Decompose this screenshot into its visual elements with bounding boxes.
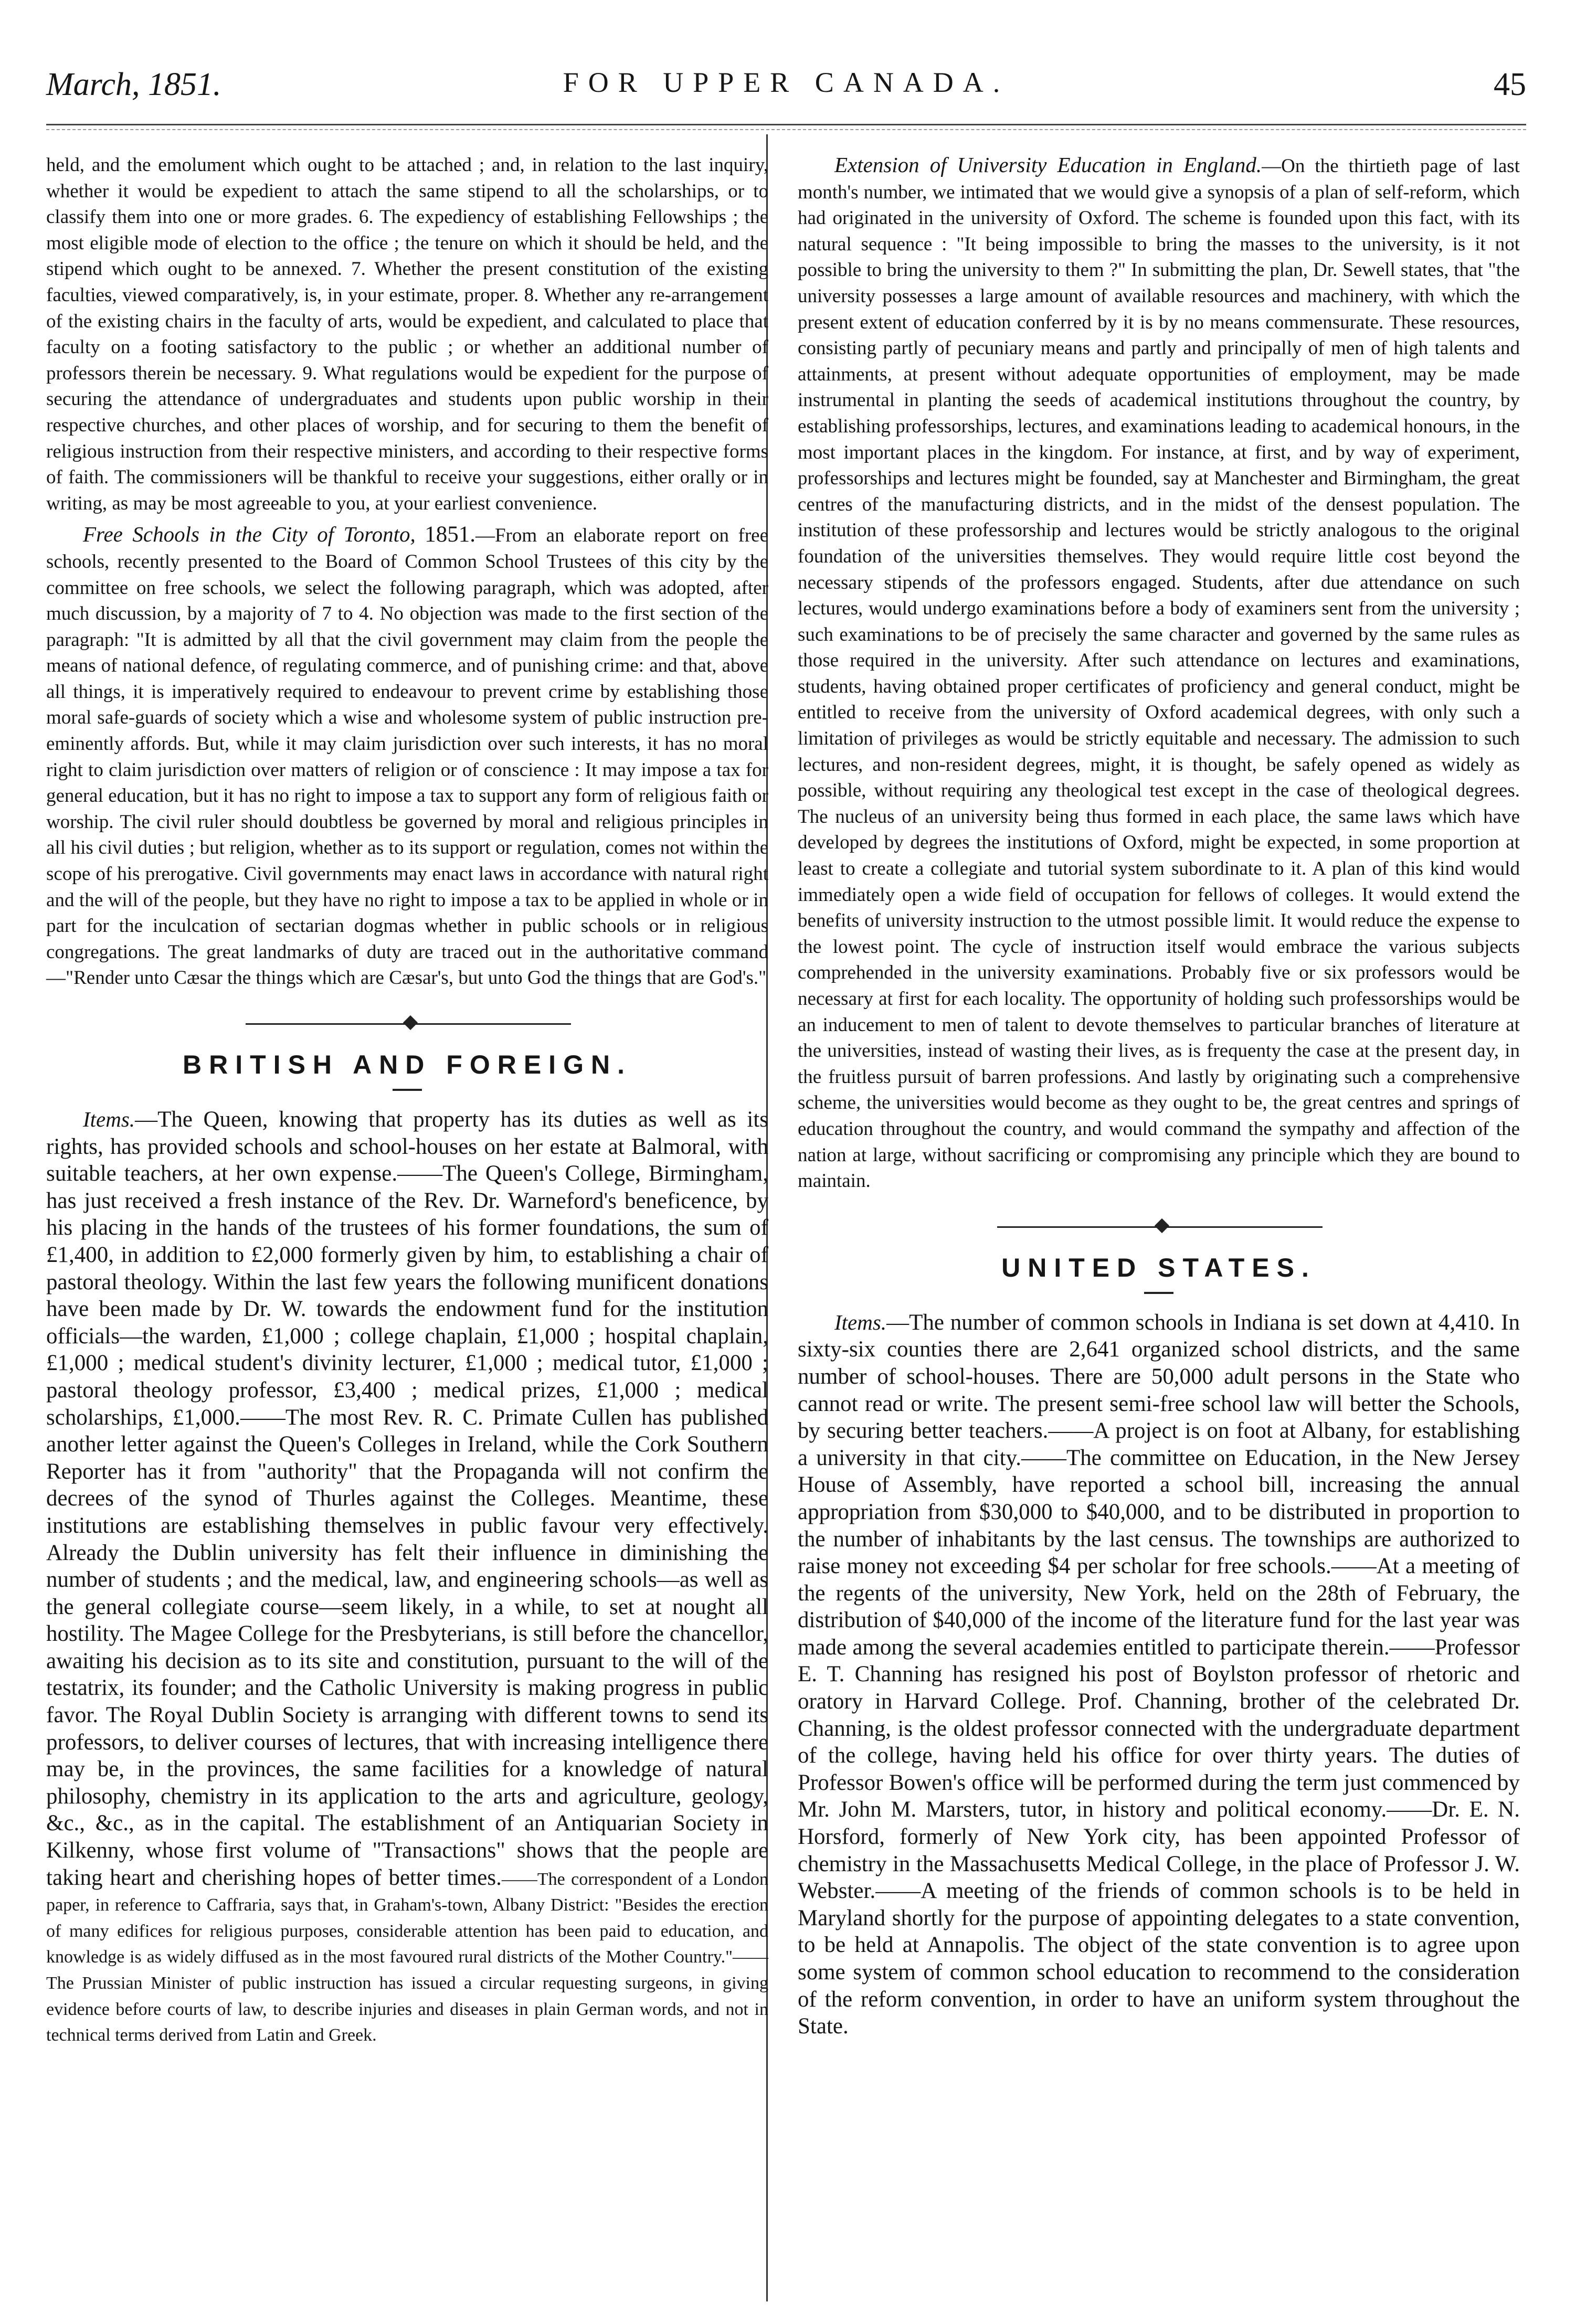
heading-underline <box>1144 1292 1173 1294</box>
extension-title: Extension of University Education in England. <box>834 153 1262 177</box>
running-title: FOR UPPER CANADA. <box>563 67 1010 98</box>
header-rule-dashed <box>46 129 1526 130</box>
left-column <box>46 152 768 2048</box>
paragraph-free-schools <box>46 522 768 991</box>
heading-united-states: UNITED STATES. <box>1001 1253 1316 1282</box>
free-schools-text: —From an elaborate report on free schools, recently presented to the Board of Common School Trustees of this city by the committee on free schools, we select the following paragraph, which was adopted, after much discussion, by a majority of 7 to 4. No objection was made to the first section of the paragraph: "It is admitted by all that the civil government may claim from the people the means of national defence, of regulating commerce, and of punishing crime: and that, above all things, it is imperatively required to endeavour to prevent crime by establishing those moral safe-guards of society which a wise and wholesome system of public instruction pre-eminently affords. But, while it may claim jurisdiction over such interests, it has no moral right to claim jurisdiction over matters of religion or of conscience : It may impose a tax for general education, but it has no right to impose a tax to support any form of religious faith or worship. The civil ruler should doubtless be governed by moral and religious principles in all his civil duties ; but religion, whether as to its support or regulation, comes not within the scope of his prerogative. Civil governments may enact laws in accordance with natural right and the will of the people, but they have no right to impose a tax to be applied in whole or in part for the inculcation of sectarian dogmas whether in public schools or in religious congregations. The great landmarks of duty are traced out in the authoritative command—"Render unto Cæsar the things which are Cæsar's, but unto God the things that are God's." <box>46 525 768 989</box>
us-items-title: Items. <box>834 1310 887 1334</box>
page-number: 45 <box>1494 67 1526 102</box>
extension-text: —On the thirtieth page of last month's number, we intimated that we would give a synopsis of a plan of self-reform, which had originated in the university of Oxford. The scheme is founded upon this fact, with its natural sequence : "It being impossible to bring the masses to the university, is it not possible to bring the university to them ?" In submitting the plan, Dr. Sewell states, that "the university possesses a large amount of available resources and machinery, with which the present extent of education conferred by it is by no means commensurate. These resources, consisting partly of pecuniary means and partly and principally of men of high talents and attainments, at present without adequate opportunities of employment, may be made instrumental in planting the seeds of academical institutions throughout the country, by establishing professorships, lectures, and examinations leading to academical honours, in the most important places in the kingdom. For instance, at first, and by way of experiment, professorships and lectures might be founded, say at Manchester and Birmingham, the great centres of the manufacturing districts, and in the midst of the densest population. The institution of these professorship and lectures would be strictly analogous to the original foundation of the universities themselves. They would require little cost beyond the necessary stipends of the professors engaged. Students, after due attendance on such lectures, would undergo examinations before a body of examiners sent from the university ; such examinations to be of precisely the same character and governed by the same rules as those required in the university. After such attendance on lectures and examinations, students, having obtained proper certificates of proficiency and general conduct, might be entitled to receive from the university of Oxford academical degrees, with only such a limitation of privileges as would be strictly equitable and necessary. The admission to such lectures, and non-resident degrees, might, it is thought, be safely opened as widely as possible, without requiring any theological test except in the case of theological degrees. The nucleus of an university being thus formed in each place, the same laws which have developed by degrees the institutions of Oxford, might be expected, in some proportion at least to create a collegiate and tutorial system subordinate to it. A plan of this kind would immediately open a wide field of occupation for fellows of colleges. It would extend the benefits of university instruction to the utmost possible limit. It would reduce the expense to the lowest point. The cycle of instruction itself would embrace the various subjects comprehended in the university examinations. Probably five or six professors would be necessary at first for each locality. The opportunity of holding such professorships would be an inducement to men of talent to devote themselves to particular branches of literature at the universities, instead of wasting their lives, as is frequenty the case at the present day, in the fruitless pursuit of barren professions. And lastly by originating such a comprehensive scheme, the universities would become as they ought to be, the great centres and springs of education throughout the country, and would command the sympathy and affection of the nation at large, without sacrificing or compromising any principle which they are bound to maintain. <box>798 155 1520 1192</box>
heading-british-foreign: BRITISH AND FOREIGN. <box>183 1050 632 1079</box>
items-title: Items. <box>83 1107 135 1131</box>
paragraph-us-items <box>798 1310 1520 2041</box>
paragraph-commission-questions: held, and the emolument which ought to be attached ; and, in relation to the last inquiry, whether it would be expedient to attach the same stipend to all the scholarships, or to classify them into one or more grades. 6. The expediency of establishing Fellowships ; the most eligible mode of election to the office ; the tenure on which it should be held, and the stipend which ought to be annexed. 7. Whether the present constitution of the existing faculties, viewed comparatively, is, in your estimate, proper. 8. Whether any re-arrangement of the existing chairs in the faculty of arts, would be expedient, and calculated to place that faculty on a footing satisfactory to the public ; or whether an additional number of professors therein be necessary. 9. What regulations would be expedient for the purpose of securing the attendance of undergraduates and students upon public worship in their respective churches, and other places of worship, and for securing to them the benefit of religious instruction from their respective ministers, and according to their respective forms of faith. The commissioners will be thankful to receive your suggestions, either orally or in writing, as may be most agreeable to you, at your earliest convenience. <box>46 154 768 514</box>
section-ornament <box>46 1008 768 1039</box>
right-column <box>798 152 1520 2041</box>
free-schools-year: 1851. <box>425 522 475 547</box>
page-header <box>46 66 1526 108</box>
items-text: —The Queen, knowing that property has its duties as well as its rights, has provided schools and school-houses on her estate at Balmoral, with suitable teachers, at her own expense.——The Queen's College, Birmingham, has just received a fresh instance of the Rev. Dr. Warneford's beneficence, by his placing in the hands of the trustees of his former foundations, the sum of £1,400, in addition to £2,000 formerly given by him, to establishing a chair of pastoral theology. Within the last few years the following munificent donations have been made by Dr. W. towards the endowment fund for the institution officials—the warden, £1,000 ; college chaplain, £1,000 ; hospital chaplain, £1,000 ; medical student's divinity lecturer, £1,000 ; medical tutor, £1,000 ; pastoral theology professor, £3,400 ; medical prizes, £1,000 ; medical scholarships, £1,000.——The most Rev. R. C. Primate Cullen has published another letter against the Queen's Colleges in Ireland, while the Cork Southern Reporter has it from "authority" that the Propaganda will not confirm the decrees of the synod of Thurles against the Colleges. Meantime, these institutions are establishing themselves in public favour very effectively. Already the Dublin university has felt their influence in diminishing the number of students ; and the medical, law, and engineering schools—as well as the general collegiate course—seem likely, in a while, to set at nought all hostility. The Magee College for the Presbyterians, is still before the chancellor, awaiting his decision as to its site and constitution, pursuant to the will of the testatrix, its founder; and the Catholic University is making progress in public favor. The Royal Dublin Society is arranging with different towns to send its professors, to deliver courses of lectures, that with increasing intelligence there may be, in the provinces, the same facilities for a knowledge of natural philosophy, chemistry in its application to the arts and agriculture, geology, &c., &c., as in the capital. The establishment of an Antiquarian Society in Kilkenny, whose first volume of "Transactions" shows that the people are taking heart and cherishing hopes of better times. <box>46 1107 768 1890</box>
header-date: March, 1851. <box>46 67 221 102</box>
paragraph-extension <box>798 152 1520 1194</box>
us-items-text: —The number of common schools in Indiana is set down at 4,410. In sixty-six counties there are 2,641 organized school districts, and the same number of school-houses. There are 50,000 adult persons in the State who cannot read or write. The present semi-free school law will better the Schools, by securing better teachers.——A project is on foot at Albany, for establishing a university in that city.——The committee on Education, in the New Jersey House of Assembly, have reported a school bill, increasing the annual appropriation from $30,000 to $40,000, and to be distributed in proportion to the number of inhabitants by the last census. The townships are authorized to raise money not exceeding $4 per scholar for free schools.——At a meeting of the regents of the university, New York, held on the 28th of February, the distribution of $40,000 of the income of the literature fund for the last year was made among the several academies entitled to participate therein.——Professor E. T. Channing has resigned his post of Boylston professor of rhetoric and oratory in Harvard College. Prof. Channing, brother of the celebrated Dr. Channing, is the oldest professor connected with the undergraduate department of the college, having held his office for over thirty years. The duties of Professor Bowen's office will be performed during the term just commenced by Mr. John M. Marsters, tutor, in history and political economy.——Dr. E. N. Horsford, formerly of New York city, has been appointed Professor of chemistry in the Massachusetts Medical College, in the place of Professor J. W. Webster.——A meeting of the friends of common schools is to be held in Maryland shortly for the purpose of appointing delegates to a state convention, to be held at Annapolis. The object of the state convention is to agree upon some system of common school education to recommend to the consideration of the reform convention, in order to have an uniform system throughout the State. <box>798 1310 1520 2039</box>
items-text-small: ——The correspondent of a London paper, in reference to Caffraria, says that, in Graham's-town, Albany District: "Besides the erection of many edifices for religious purposes, considerable attention has been paid to education, and knowledge is as widely diffused as in the most favoured rural districts of the Mother Country."——The Prussian Minister of public instruction has issued a circular requesting surgeons, in giving evidence before courts of law, to describe injuries and diseases in plain German words, and not in technical terms derived from Latin and Greek. <box>46 1869 768 2045</box>
section-ornament <box>798 1211 1520 1243</box>
free-schools-title: Free Schools in the City of Toronto, <box>83 522 416 547</box>
paragraph-british-items <box>46 1107 768 2048</box>
heading-underline <box>393 1089 422 1091</box>
header-rule <box>46 124 1526 125</box>
